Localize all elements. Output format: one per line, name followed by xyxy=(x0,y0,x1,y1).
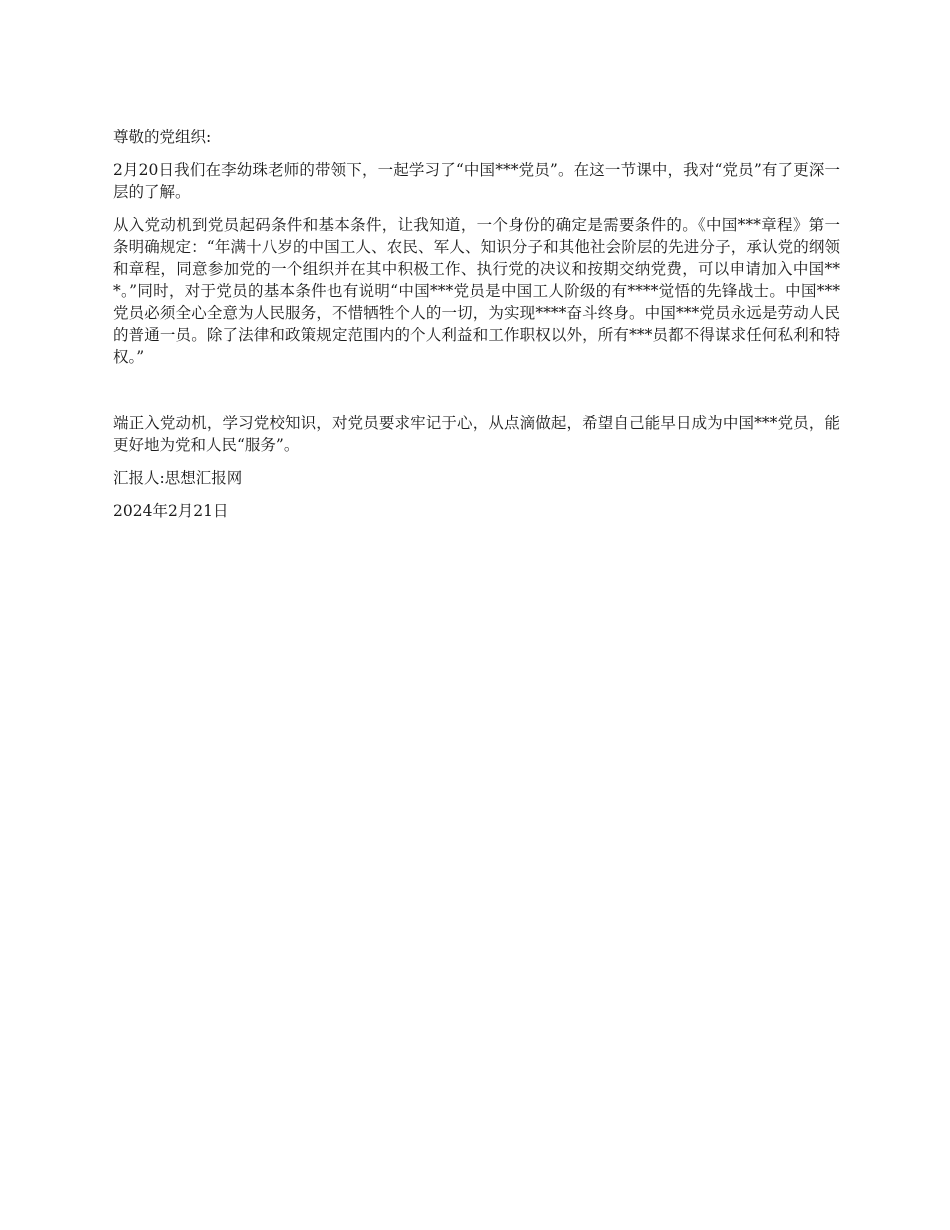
report-date: 2024年2月21日 xyxy=(113,502,229,520)
reporter-signature: 汇报人:思想汇报网 xyxy=(113,469,243,487)
paragraph-spacer xyxy=(113,379,840,412)
paragraph-party-constitution: 从入党动机到党员起码条件和基本条件，让我知道，一个身份的确定是需要条件的。《中国***章程》第一条明确规定：“年满十八岁的中国工人、农民、军人、知识分子和其他社会阶层的先进分子，承认党的纲领和章程，同意参加党的一个组织并在其中积极工作、执行党的决议和按期交纳党费，可以申请加入中国***。”同时，对于党员的基本条件也有说明“中国***党员是中国工人阶级的有****觉悟的先锋战士。中国***党员必须全心全意为人民服务，不惜牺牲个人的一切，为实现****奋斗终身。中国***党员永远是劳动人民的普通一员。除了法律和政策规定范围内的个人利益和工作职权以外，所有***员都不得谋求任何私利和特权。” xyxy=(113,216,840,366)
salutation: 尊敬的党组织: xyxy=(113,128,212,146)
paragraph-conclusion: 端正入党动机，学习党校知识，对党员要求牢记于心，从点滴做起，希望自己能早日成为中国***党员，能更好地为党和人民“服务”。 xyxy=(113,414,840,454)
paragraph-study-session: 2月20日我们在李幼珠老师的带领下，一起学习了“中国***党员”。在这一节课中，我对“党员”有了更深一层的了解。 xyxy=(113,161,840,201)
document-body xyxy=(113,126,840,533)
